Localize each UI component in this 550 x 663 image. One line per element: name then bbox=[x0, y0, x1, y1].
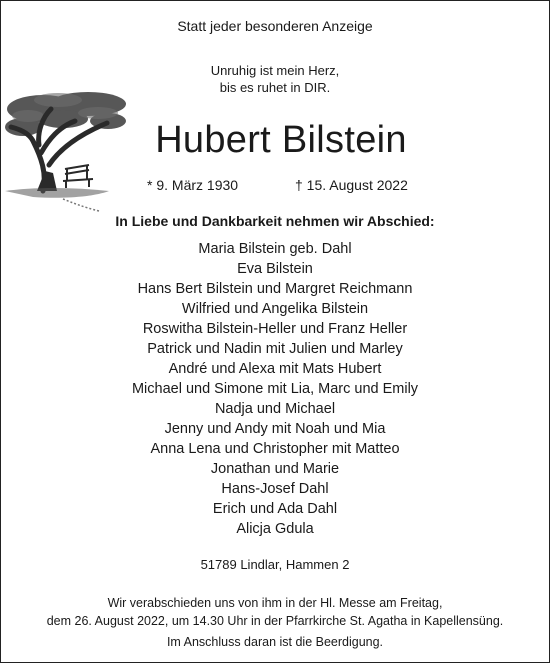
mourner-entry: Jonathan und Marie bbox=[210, 461, 340, 477]
burial-note: Im Anschluss daran ist die Beerdigung. bbox=[166, 635, 384, 649]
deceased-name: Hubert Bilstein bbox=[155, 119, 407, 161]
mourner-entry: Erich und Ada Dahl bbox=[212, 501, 338, 517]
address: 51789 Lindlar, Hammen 2 bbox=[200, 557, 350, 572]
mourners-list bbox=[1, 239, 549, 539]
service-line: dem 26. August 2022, um 14.30 Uhr in der Pfarrkirche St. Agatha in Kapellensüng. bbox=[46, 614, 504, 628]
mourner-entry: Michael und Simone mit Lia, Marc und Emily bbox=[131, 381, 419, 397]
poem-line: Unruhig ist mein Herz, bbox=[210, 63, 340, 78]
death-date: † 15. August 2022 bbox=[295, 177, 408, 193]
poem-line: bis es ruhet in DIR. bbox=[219, 80, 331, 95]
mourner-entry: Patrick und Nadin mit Julien und Marley bbox=[147, 341, 403, 357]
mourner-entry: Hans Bert Bilstein und Margret Reichmann bbox=[137, 281, 413, 297]
farewell-heading: In Liebe und Dankbarkeit nehmen wir Abschied: bbox=[115, 213, 435, 229]
intro-line: Statt jeder besonderen Anzeige bbox=[177, 18, 373, 34]
mourner-entry: Anna Lena und Christopher mit Matteo bbox=[150, 441, 400, 457]
mourner-entry: Jenny und Andy mit Noah und Mia bbox=[164, 421, 386, 437]
mourner-entry: Alicja Gdula bbox=[236, 521, 314, 537]
mourner-entry: Roswitha Bilstein-Heller und Franz Heller bbox=[142, 321, 408, 337]
mourner-entry: Nadja und Michael bbox=[214, 401, 336, 417]
mourner-entry: Hans-Josef Dahl bbox=[221, 481, 329, 497]
mourner-entry: Eva Bilstein bbox=[237, 261, 313, 277]
service-line: Wir verabschieden uns von ihm in der Hl. Messe am Freitag, bbox=[107, 596, 443, 610]
service-info bbox=[1, 594, 549, 630]
birth-date: * 9. März 1930 bbox=[147, 177, 239, 193]
mourner-entry: Maria Bilstein geb. Dahl bbox=[198, 241, 352, 257]
mourner-entry: André und Alexa mit Mats Hubert bbox=[168, 361, 382, 377]
mourner-entry: Wilfried und Angelika Bilstein bbox=[181, 301, 369, 317]
